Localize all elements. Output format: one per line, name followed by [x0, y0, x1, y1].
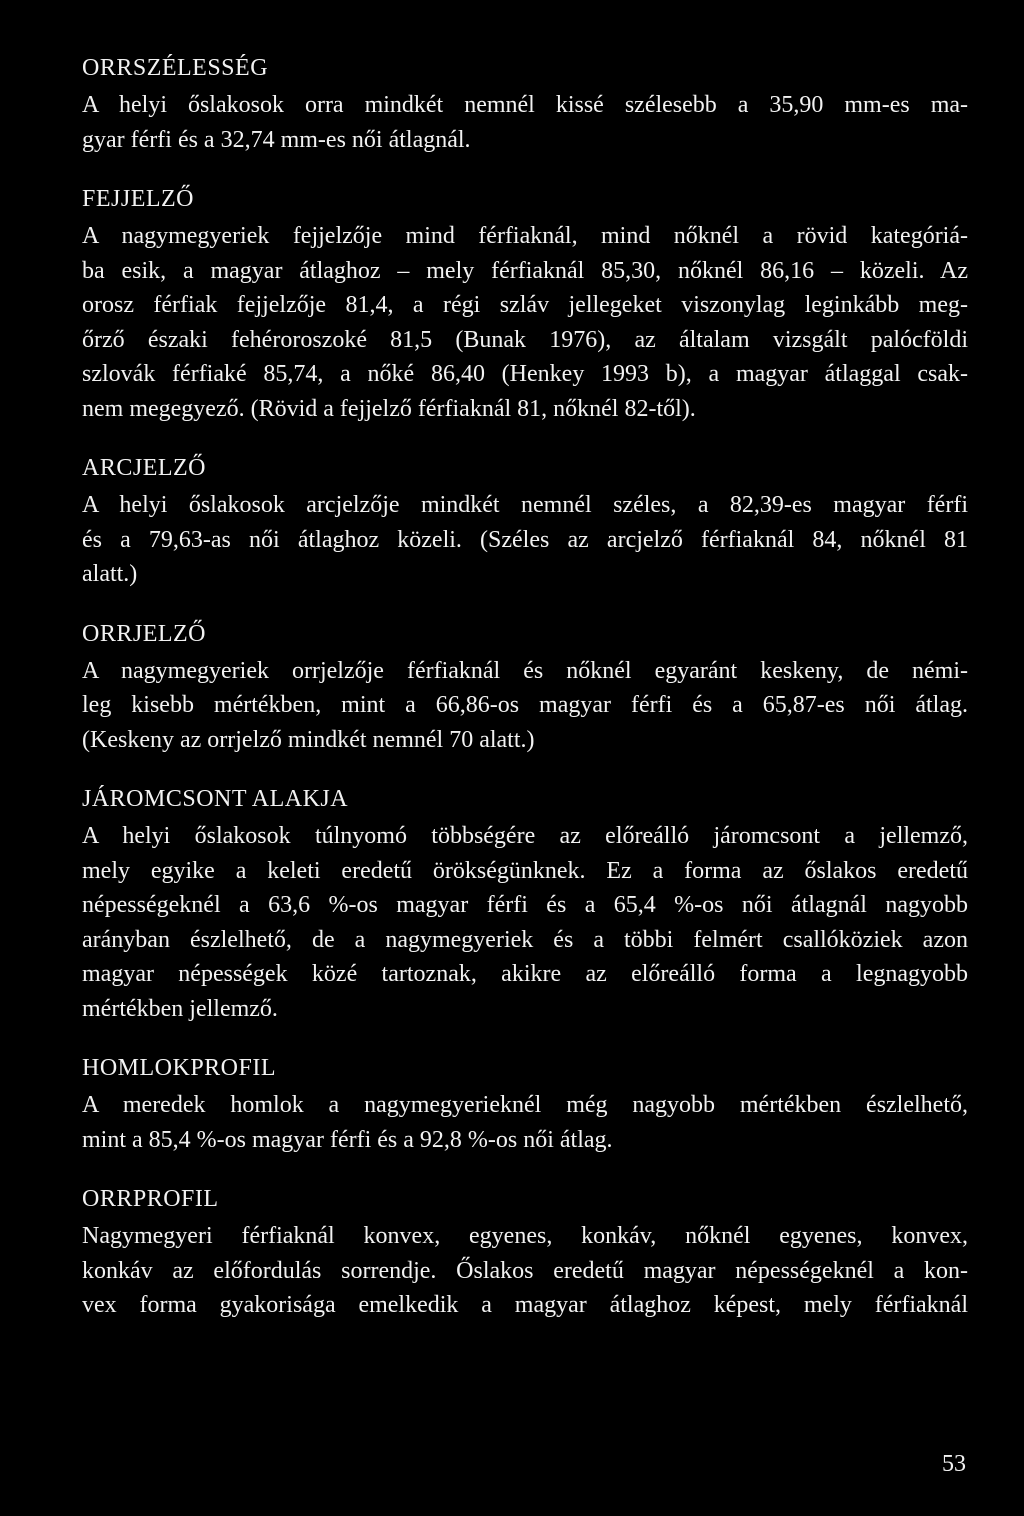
text-line: mint a 85,4 %-os magyar férfi és a 92,8 %-os női átlag. [82, 1126, 613, 1153]
section-orrprofil [82, 1181, 968, 1323]
text-line: nem megegyező. (Rövid a fejjelző férfiaknál 81, nőknél 82-től). [82, 395, 696, 422]
section-jaromcsont-alakja [82, 781, 968, 1026]
document-page [82, 50, 968, 1347]
text-line: ba esik, a magyar átlaghoz – mely férfiaknál 85,30, nőknél 86,16 – közeli. Az [82, 257, 968, 284]
text-line: magyar népességek közé tartoznak, akikre az előreálló forma a legnagyobb [82, 961, 968, 987]
section-homlokprofil [82, 1050, 968, 1157]
text-line: orosz férfiak fejjelzője 81,4, a régi szláv jellegeket viszonylag leginkább meg- [82, 292, 968, 318]
text-line: szlovák férfiaké 85,74, a nőké 86,40 (Henkey 1993 b), a magyar átlaggal csak- [82, 361, 968, 387]
text-line: és a 79,63-as női átlaghoz közeli. (Széles az arcjelző férfiaknál 84, nőknél 81 [82, 526, 968, 553]
section-heading: ARCJELZŐ [82, 455, 206, 481]
text-line: arányban észlelhető, de a nagymegyeriek és a többi felmért csallóköziek azon [82, 926, 968, 953]
page-number: 53 [942, 1451, 966, 1477]
text-line: gyar férfi és a 32,74 mm-es női átlagnál. [82, 126, 471, 153]
text-line: mértékben jellemző. [82, 995, 278, 1022]
text-line: A meredek homlok a nagymegyerieknél még nagyobb mértékben észlelhető, [82, 1092, 968, 1118]
section-arcjelzo [82, 450, 968, 592]
section-heading: JÁROMCSONT ALAKJA [82, 786, 349, 812]
text-line: A helyi őslakosok arcjelzője mindkét nemnél széles, a 82,39-es magyar férfi [82, 492, 968, 518]
text-line: őrző északi fehéroroszoké 81,5 (Bunak 1976), az általam vizsgált palócföldi [82, 326, 968, 353]
text-line: Nagymegyeri férfiaknál konvex, egyenes, konkáv, nőknél egyenes, konvex, [82, 1223, 968, 1249]
text-line: alatt.) [82, 561, 138, 587]
section-heading: ORRJELZŐ [82, 620, 206, 647]
text-line: A nagymegyeriek orrjelzője férfiaknál és nőknél egyaránt keskeny, de némi- [82, 657, 968, 684]
text-line: népességeknél a 63,6 %-os magyar férfi és a 65,4 %-os női átlagnál nagyobb [82, 892, 968, 918]
text-line: (Keskeny az orrjelző mindkét nemnél 70 alatt.) [82, 726, 535, 753]
text-line: A helyi őslakosok túlnyomó többségére az előreálló járomcsont a jellemző, [82, 823, 968, 849]
section-fejjelzo [82, 181, 968, 426]
section-orrjelzo [82, 616, 968, 758]
section-heading: FEJJELZŐ [82, 186, 194, 212]
section-heading: ORRSZÉLESSÉG [82, 55, 269, 81]
text-line: leg kisebb mértékben, mint a 66,86-os magyar férfi és a 65,87-es női átlag. [82, 692, 968, 718]
text-line: vex forma gyakorisága emelkedik a magyar átlaghoz képest, mely férfiaknál [82, 1292, 968, 1318]
text-line: mely egyike a keleti eredetű örökségünknek. Ez a forma az őslakos eredetű [82, 857, 968, 884]
text-line: A helyi őslakosok orra mindkét nemnél kissé szélesebb a 35,90 mm-es ma- [82, 92, 968, 118]
section-orrszelesseg [82, 50, 968, 157]
text-line: konkáv az előfordulás sorrendje. Őslakos eredetű magyar népességeknél a kon- [82, 1257, 968, 1284]
text-line: A nagymegyeriek fejjelzője mind férfiaknál, mind nőknél a rövid kategóriá- [82, 223, 968, 249]
section-heading: ORRPROFIL [82, 1186, 219, 1212]
section-heading: HOMLOKPROFIL [82, 1055, 277, 1081]
